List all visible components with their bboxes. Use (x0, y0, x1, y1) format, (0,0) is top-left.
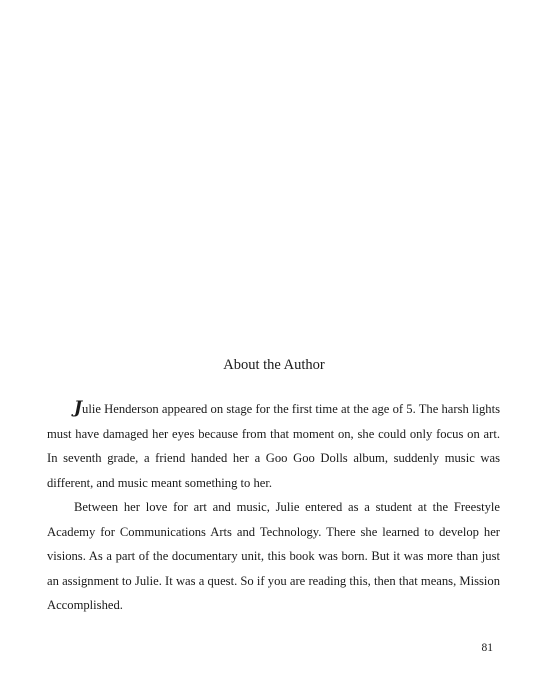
author-bio (47, 397, 500, 618)
drop-cap: J (74, 398, 83, 418)
paragraph-1 (47, 397, 500, 495)
paragraph-2-text: Between her love for art and music, Julie entered as a student at the Freestyle Academy for Communications Arts and Technology. There she learned to develop her visions. As a part of the documentary unit, this book was born. But it was more than just an assignment to Julie. It was a quest. So if you are reading this, then that means, Mission Accomplished. (47, 500, 500, 612)
page-number: 81 (481, 642, 493, 654)
paragraph-1-text: ulie Henderson appeared on stage for the first time at the age of 5. The harsh lights must have damaged her eyes because from that moment on, she could only focus on art. In seventh grade, a friend handed her a Goo Goo Dolls album, suddenly music was different, and music meant something to her. (47, 402, 500, 490)
page-title: About the Author (223, 357, 325, 373)
paragraph-2 (47, 495, 500, 618)
